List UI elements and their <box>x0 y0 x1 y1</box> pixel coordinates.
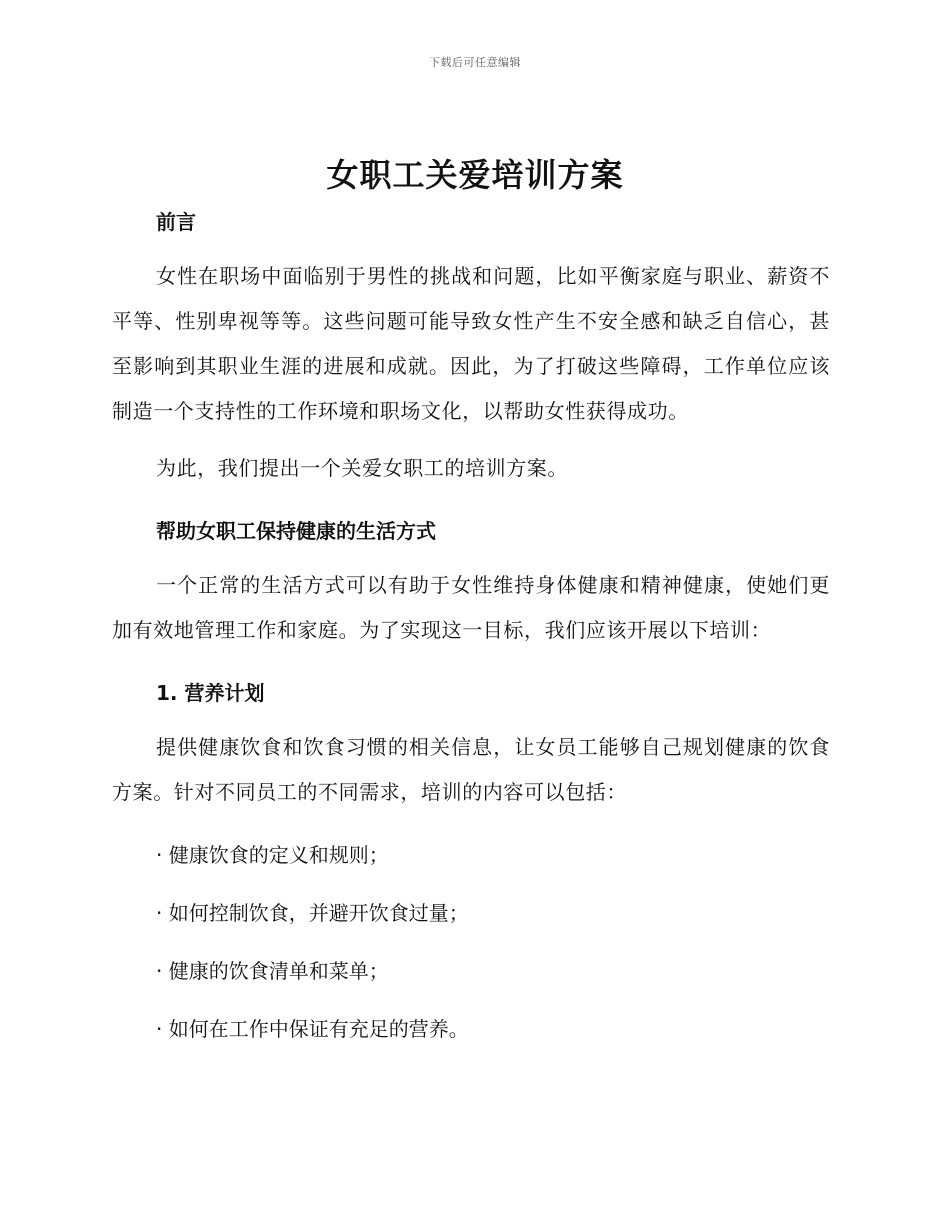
bullet-item: · 如何在工作中保证有充足的营养。 <box>156 1017 469 1041</box>
section-heading-health: 帮助女职工保持健康的生活方式 <box>156 519 436 543</box>
bullet-item: · 健康饮食的定义和规则； <box>156 843 389 867</box>
paragraph-health: 一个正常的生活方式可以有助于女性维持身体健康和精神健康，使她们更加有效地管理工作和家庭。为了实现这一目标，我们应该开展以下培训： <box>112 573 830 642</box>
section-heading-preface: 前言 <box>156 210 196 234</box>
paragraph-nutrition: 提供健康饮食和饮食习惯的相关信息，让女员工能够自己规划健康的饮食方案。针对不同员工的不同需求，培训的内容可以包括： <box>112 735 830 804</box>
bullet-item: · 健康的饮食清单和菜单； <box>156 959 389 983</box>
page-header-note: 下载后可任意编辑 <box>429 56 521 69</box>
paragraph-preface-1: 女性在职场中面临别于男性的挑战和问题，比如平衡家庭与职业、薪资不平等、性别卑视等等。这些问题可能导致女性产生不安全感和缺乏自信心，甚至影响到其职业生涯的进展和成就。因此，为了打破这些障碍，工作单位应该制造一个支持性的工作环境和职场文化，以帮助女性获得成功。 <box>112 264 830 423</box>
bullet-item: · 如何控制饮食，并避开饮食过量； <box>156 901 469 925</box>
section-heading-nutrition: 1. 营养计划 <box>156 681 265 705</box>
paragraph-preface-2: 为此，我们提出一个关爱女职工的培训方案。 <box>156 456 568 480</box>
document-body <box>112 204 830 1047</box>
document-title: 女职工关爱培训方案 <box>326 156 624 194</box>
